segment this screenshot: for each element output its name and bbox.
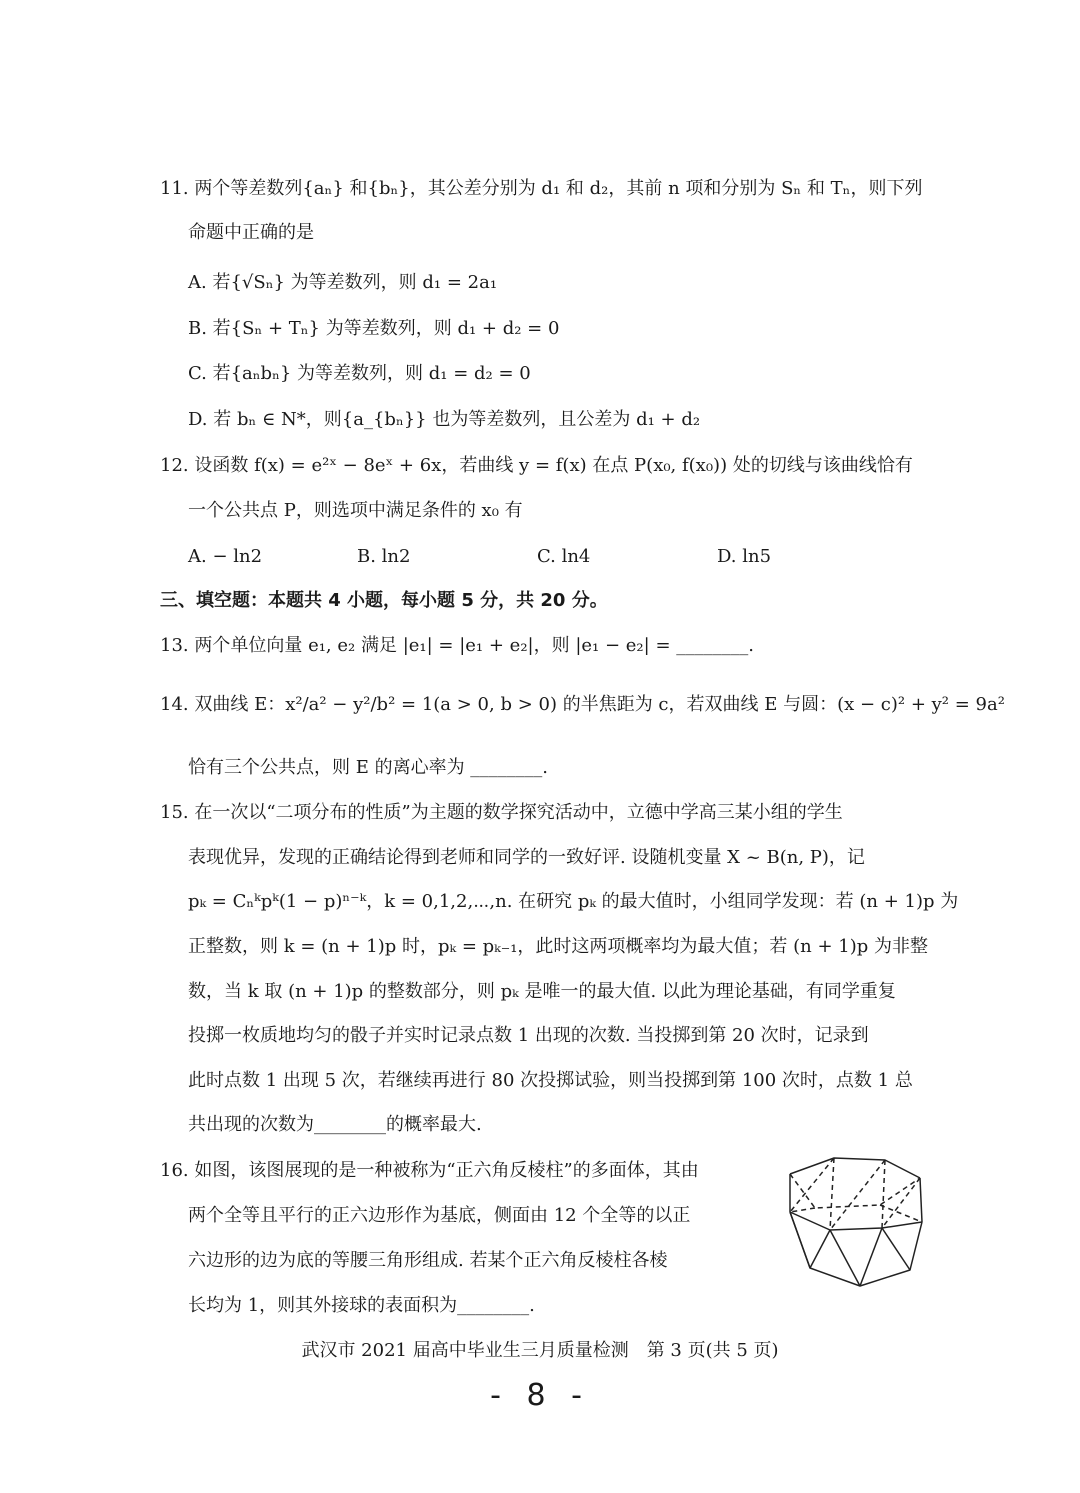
problem-15-line-1: 15. 在一次以“二项分布的性质”为主题的数学探究活动中，立德中学高三某小组的学生: [160, 802, 843, 823]
top-hexagon-front-edges: [790, 1158, 920, 1178]
side-edge: [920, 1178, 922, 1222]
lateral-edge: [882, 1228, 910, 1270]
problem-15-line-5: 数，当 k 取 (n + 1)p 的整数部分，则 pₖ 是唯一的最大值. 以此为理论基础，有同学重复: [188, 981, 896, 1002]
problem-16-line-3: 六边形的边为底的等腰三角形组成. 若某个正六角反棱柱各棱: [188, 1250, 668, 1271]
problem-15-line-6: 投掷一枚质地均匀的骰子并实时记录点数 1 出现的次数. 当投掷到第 20 次时，记录到: [188, 1025, 869, 1046]
page-footer: 武汉市 2021 届高中毕业生三月质量检测 第 3 页(共 5 页): [301, 1340, 779, 1361]
problem-16-line-2: 两个全等且平行的正六边形作为基底，侧面由 12 个全等的以正: [188, 1205, 691, 1226]
problem-12-line-2: 一个公共点 P，则选项中满足条件的 x₀ 有: [188, 500, 523, 521]
hidden-lateral-edge: [880, 1205, 922, 1222]
problem-12-line-1: 12. 设函数 f(x) = e²ˣ − 8eˣ + 6x，若曲线 y = f(x) 在点 P(x₀, f(x₀)) 处的切线与该曲线恰有: [160, 455, 913, 476]
problem-12-option-a: A. − ln2: [188, 546, 263, 567]
problem-13: 13. 两个单位向量 e₁, e₂ 满足 |e₁| = |e₁ + e₂|，则 |e₁ − e₂| = ________.: [160, 635, 754, 656]
problem-14-line-1: 14. 双曲线 E：x²/a² − y²/b² = 1(a > 0, b > 0) 的半焦距为 c，若双曲线 E 与圆：(x − c)² + y² = 9a²: [160, 694, 1005, 715]
problem-11-option-b: B. 若{Sₙ + Tₙ} 为等差数列，则 d₁ + d₂ = 0: [188, 318, 560, 339]
problem-12-option-b: B. ln2: [357, 546, 411, 567]
problem-11-option-a: A. 若{√Sₙ} 为等差数列，则 d₁ = 2a₁: [188, 272, 498, 293]
problem-11-line-1: 11. 两个等差数列{aₙ} 和{bₙ}，其公差分别为 d₁ 和 d₂，其前 n 项和分别为 Sₙ 和 Tₙ，则下列: [160, 178, 923, 199]
problem-14-line-2: 恰有三个公共点，则 E 的离心率为 ________.: [188, 757, 549, 778]
section-3-heading: 三、填空题：本题共 4 小题，每小题 5 分，共 20 分。: [160, 590, 608, 611]
problem-15-line-3: pₖ = Cₙᵏpᵏ(1 − p)ⁿ⁻ᵏ，k = 0,1,2,⋯,n. 在研究 pₖ 的最大值时，小组同学发现：若 (n + 1)p 为: [188, 891, 959, 912]
problem-12-option-d: D. ln5: [717, 546, 772, 567]
problem-11-option-d: D. 若 bₙ ∈ N*，则{a_{bₙ}} 也为等差数列，且公差为 d₁ + d₂: [188, 409, 701, 430]
problem-15-line-7: 此时点数 1 出现 5 次，若继续再进行 80 次投掷试验，则当投掷到第 100 次时，点数 1 总: [188, 1070, 913, 1091]
bottom-hexagon-top-edges: [790, 1212, 922, 1230]
problem-12-option-c: C. ln4: [537, 546, 591, 567]
bottom-hexagon-edges: [790, 1212, 922, 1286]
problem-15-line-8: 共出现的次数为________的概率最大.: [188, 1114, 482, 1135]
lateral-edge: [810, 1230, 830, 1268]
problem-15-line-4: 正整数，则 k = (n + 1)p 时，pₖ = pₖ₋₁，此时这两项概率均为最大值；若 (n + 1)p 为非整: [188, 936, 929, 957]
hexagonal-antiprism-figure: [770, 1150, 930, 1310]
hidden-lateral-edge: [882, 1178, 920, 1228]
problem-11-option-c: C. 若{aₙbₙ} 为等差数列，则 d₁ = d₂ = 0: [188, 363, 531, 384]
hidden-lateral-edge: [882, 1160, 885, 1228]
hidden-lateral-edge: [790, 1208, 815, 1212]
hidden-lateral-edge: [830, 1158, 834, 1230]
page-number: - 8 -: [490, 1378, 590, 1413]
problem-15-line-2: 表现优异，发现的正确结论得到老师和同学的一致好评. 设随机变量 X ~ B(n, P)，记: [188, 847, 865, 868]
problem-16-line-1: 16. 如图，该图展现的是一种被称为“正六角反棱柱”的多面体，其由: [160, 1160, 699, 1181]
lateral-edge: [860, 1228, 882, 1286]
problem-11-line-2: 命题中正确的是: [188, 222, 314, 243]
hidden-lateral-edge: [830, 1160, 885, 1230]
problem-16-line-4: 长均为 1，则其外接球的表面积为________.: [188, 1295, 535, 1316]
